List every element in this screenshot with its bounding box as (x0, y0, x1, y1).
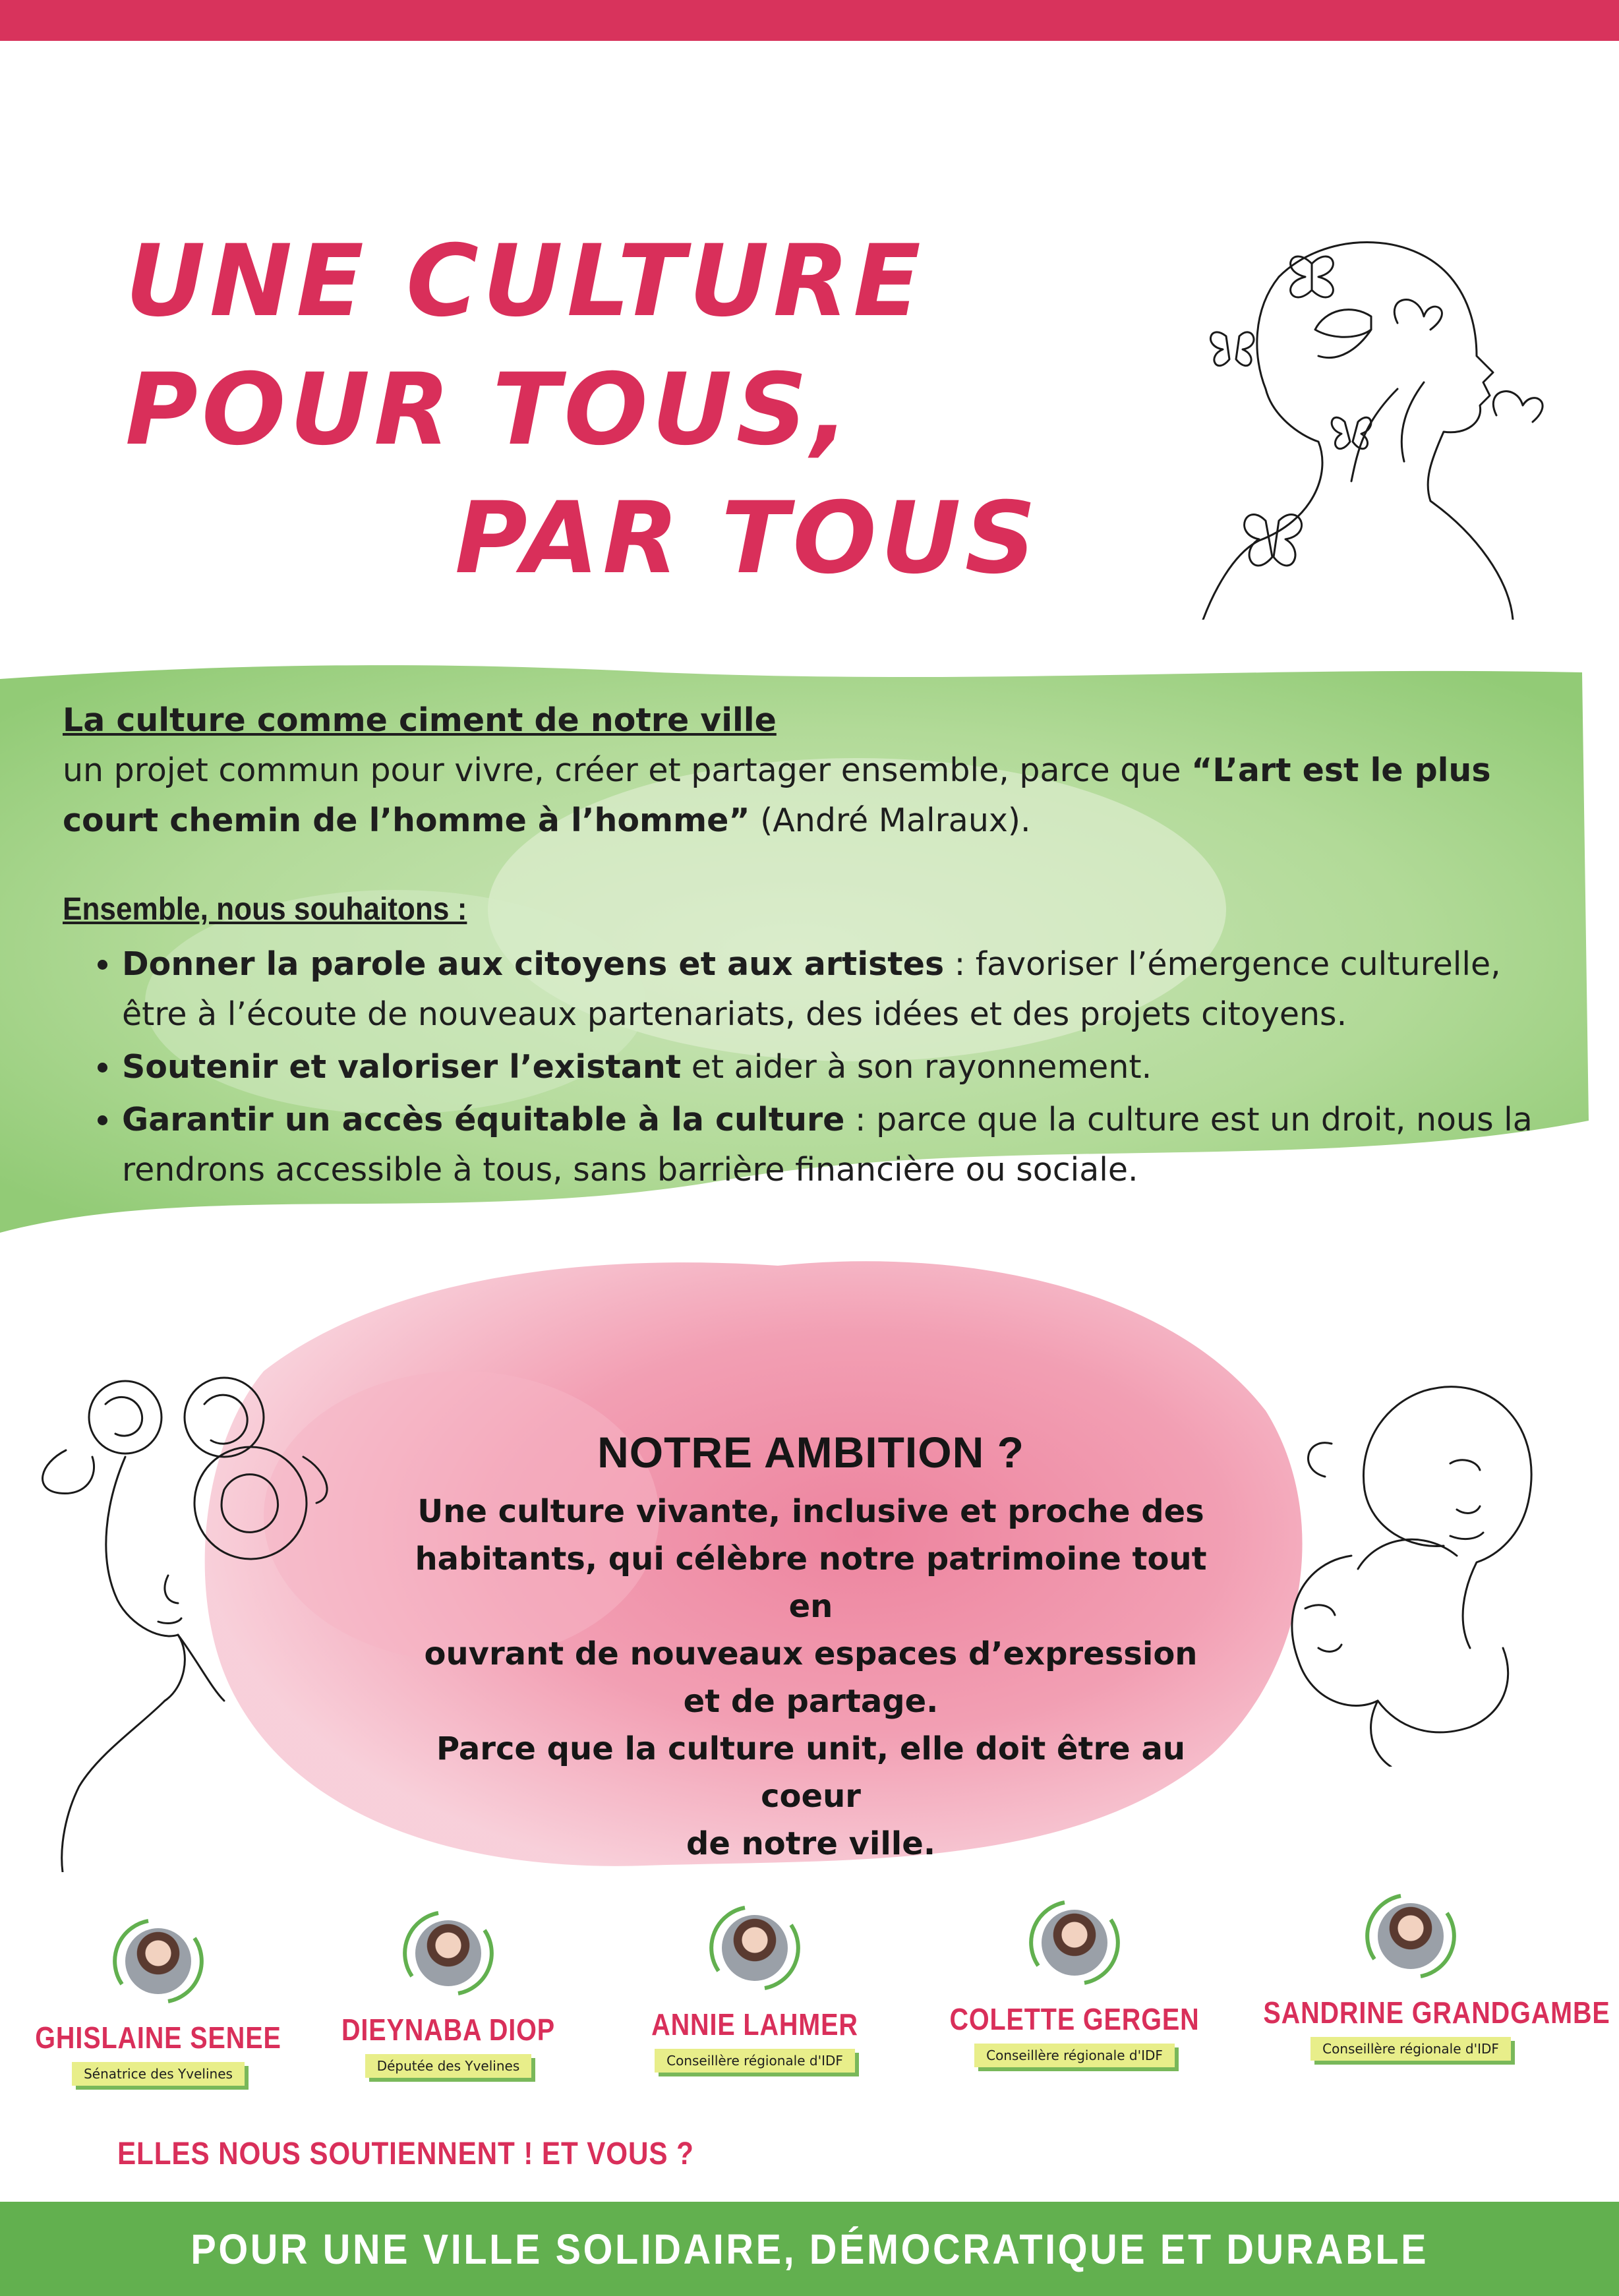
supporter-role: Sénatrice des Yvelines (72, 2062, 245, 2086)
supporter-name: SANDRINE GRANDGAMBE (1263, 1995, 1610, 2030)
ambition-text: Une culture vivante, inclusive et proche des habitants, qui célèbre notre patrimoine tout en ouvrant de nouveaux espaces d’expression et de partage. Parce que la culture unit, elle doit être au coeur de notre ville. (415, 1493, 1207, 1862)
wish-bold: Garantir un accès équitable à la culture (122, 1101, 845, 1139)
supporter-name: DIEYNABA DIOP (341, 2013, 556, 2047)
two-faces-illustration-icon (1279, 1371, 1556, 1767)
title-line-2: PAR TOUS (455, 481, 1040, 596)
list-item (122, 1042, 1533, 1092)
woman-with-flowers-illustration-icon (26, 1358, 343, 1872)
top-color-bar (0, 0, 1619, 41)
supporter-card (1239, 1887, 1610, 2061)
supporter-name: ANNIE LAHMER (651, 2007, 858, 2042)
title-line-1: UNE CULTURE POUR TOUS, (125, 224, 925, 467)
butterfly-head-illustration-icon (1200, 224, 1569, 620)
list-item (122, 939, 1533, 1040)
malraux-quote: “L’art est le plus court chemin de l’homme à l’homme” (63, 751, 1491, 839)
supporter-role: Conseillère régionale d'IDF (655, 2049, 855, 2073)
supporter-photo (415, 1920, 481, 1986)
supporter-name: COLETTE GERGEN (949, 2002, 1200, 2036)
supporter-photo (722, 1915, 788, 1981)
wish-rest: : parce que la culture est un droit, nous la rendrons accessible à tous, sans barrière financière ou sociale. (122, 1101, 1533, 1189)
page-title (125, 218, 1180, 603)
banner-slogan: POUR UNE VILLE SOLIDAIRE, DÉMOCRATIQUE ET DURABLE (191, 2225, 1428, 2273)
intro-heading: La culture comme ciment de notre ville (63, 701, 777, 739)
ambition-title: NOTRE AMBITION ? (597, 1428, 1024, 1477)
culture-intro-section (63, 695, 1533, 1198)
supporter-photo (125, 1928, 191, 1994)
supporter-photo (1042, 1910, 1107, 1976)
supporter-card (903, 1893, 1246, 2067)
wish-rest: : favoriser l’émergence culturelle, être à l’écoute de nouveaux partenariats, des idées et des projets citoyens. (122, 945, 1501, 1034)
intro-text: un projet commun pour vivre, créer et partager ensemble, parce que (63, 751, 1192, 789)
list-item (122, 1095, 1533, 1195)
quote-attribution: (André Malraux). (750, 801, 1031, 839)
avatar (109, 1912, 208, 2011)
supporter-card (277, 1904, 620, 2078)
ambition-section (389, 1427, 1233, 1868)
supporter-role: Conseillère régionale d'IDF (1310, 2037, 1511, 2061)
supporter-card (583, 1899, 926, 2073)
avatar (1361, 1887, 1460, 1986)
supporter-role: Conseillère régionale d'IDF (974, 2044, 1175, 2067)
wish-bold: Soutenir et valoriser l’existant (122, 1048, 682, 1086)
avatar (1025, 1893, 1124, 1992)
support-call: ELLES NOUS SOUTIENNENT ! ET VOUS ? (117, 2136, 694, 2171)
supporter-role: Députée des Yvelines (365, 2054, 532, 2078)
wish-rest: et aider à son rayonnement. (681, 1048, 1152, 1086)
supporter-photo (1378, 1903, 1444, 1969)
supporters-row (0, 1899, 1619, 2109)
bottom-banner (0, 2202, 1619, 2296)
avatar (399, 1904, 498, 2003)
wishes-heading: Ensemble, nous souhaitons : (63, 891, 467, 927)
wish-bold: Donner la parole aux citoyens et aux artistes (122, 945, 945, 984)
avatar (705, 1899, 804, 1997)
wishes-list (63, 939, 1533, 1195)
supporter-name: GHISLAINE SENEE (35, 2020, 281, 2055)
